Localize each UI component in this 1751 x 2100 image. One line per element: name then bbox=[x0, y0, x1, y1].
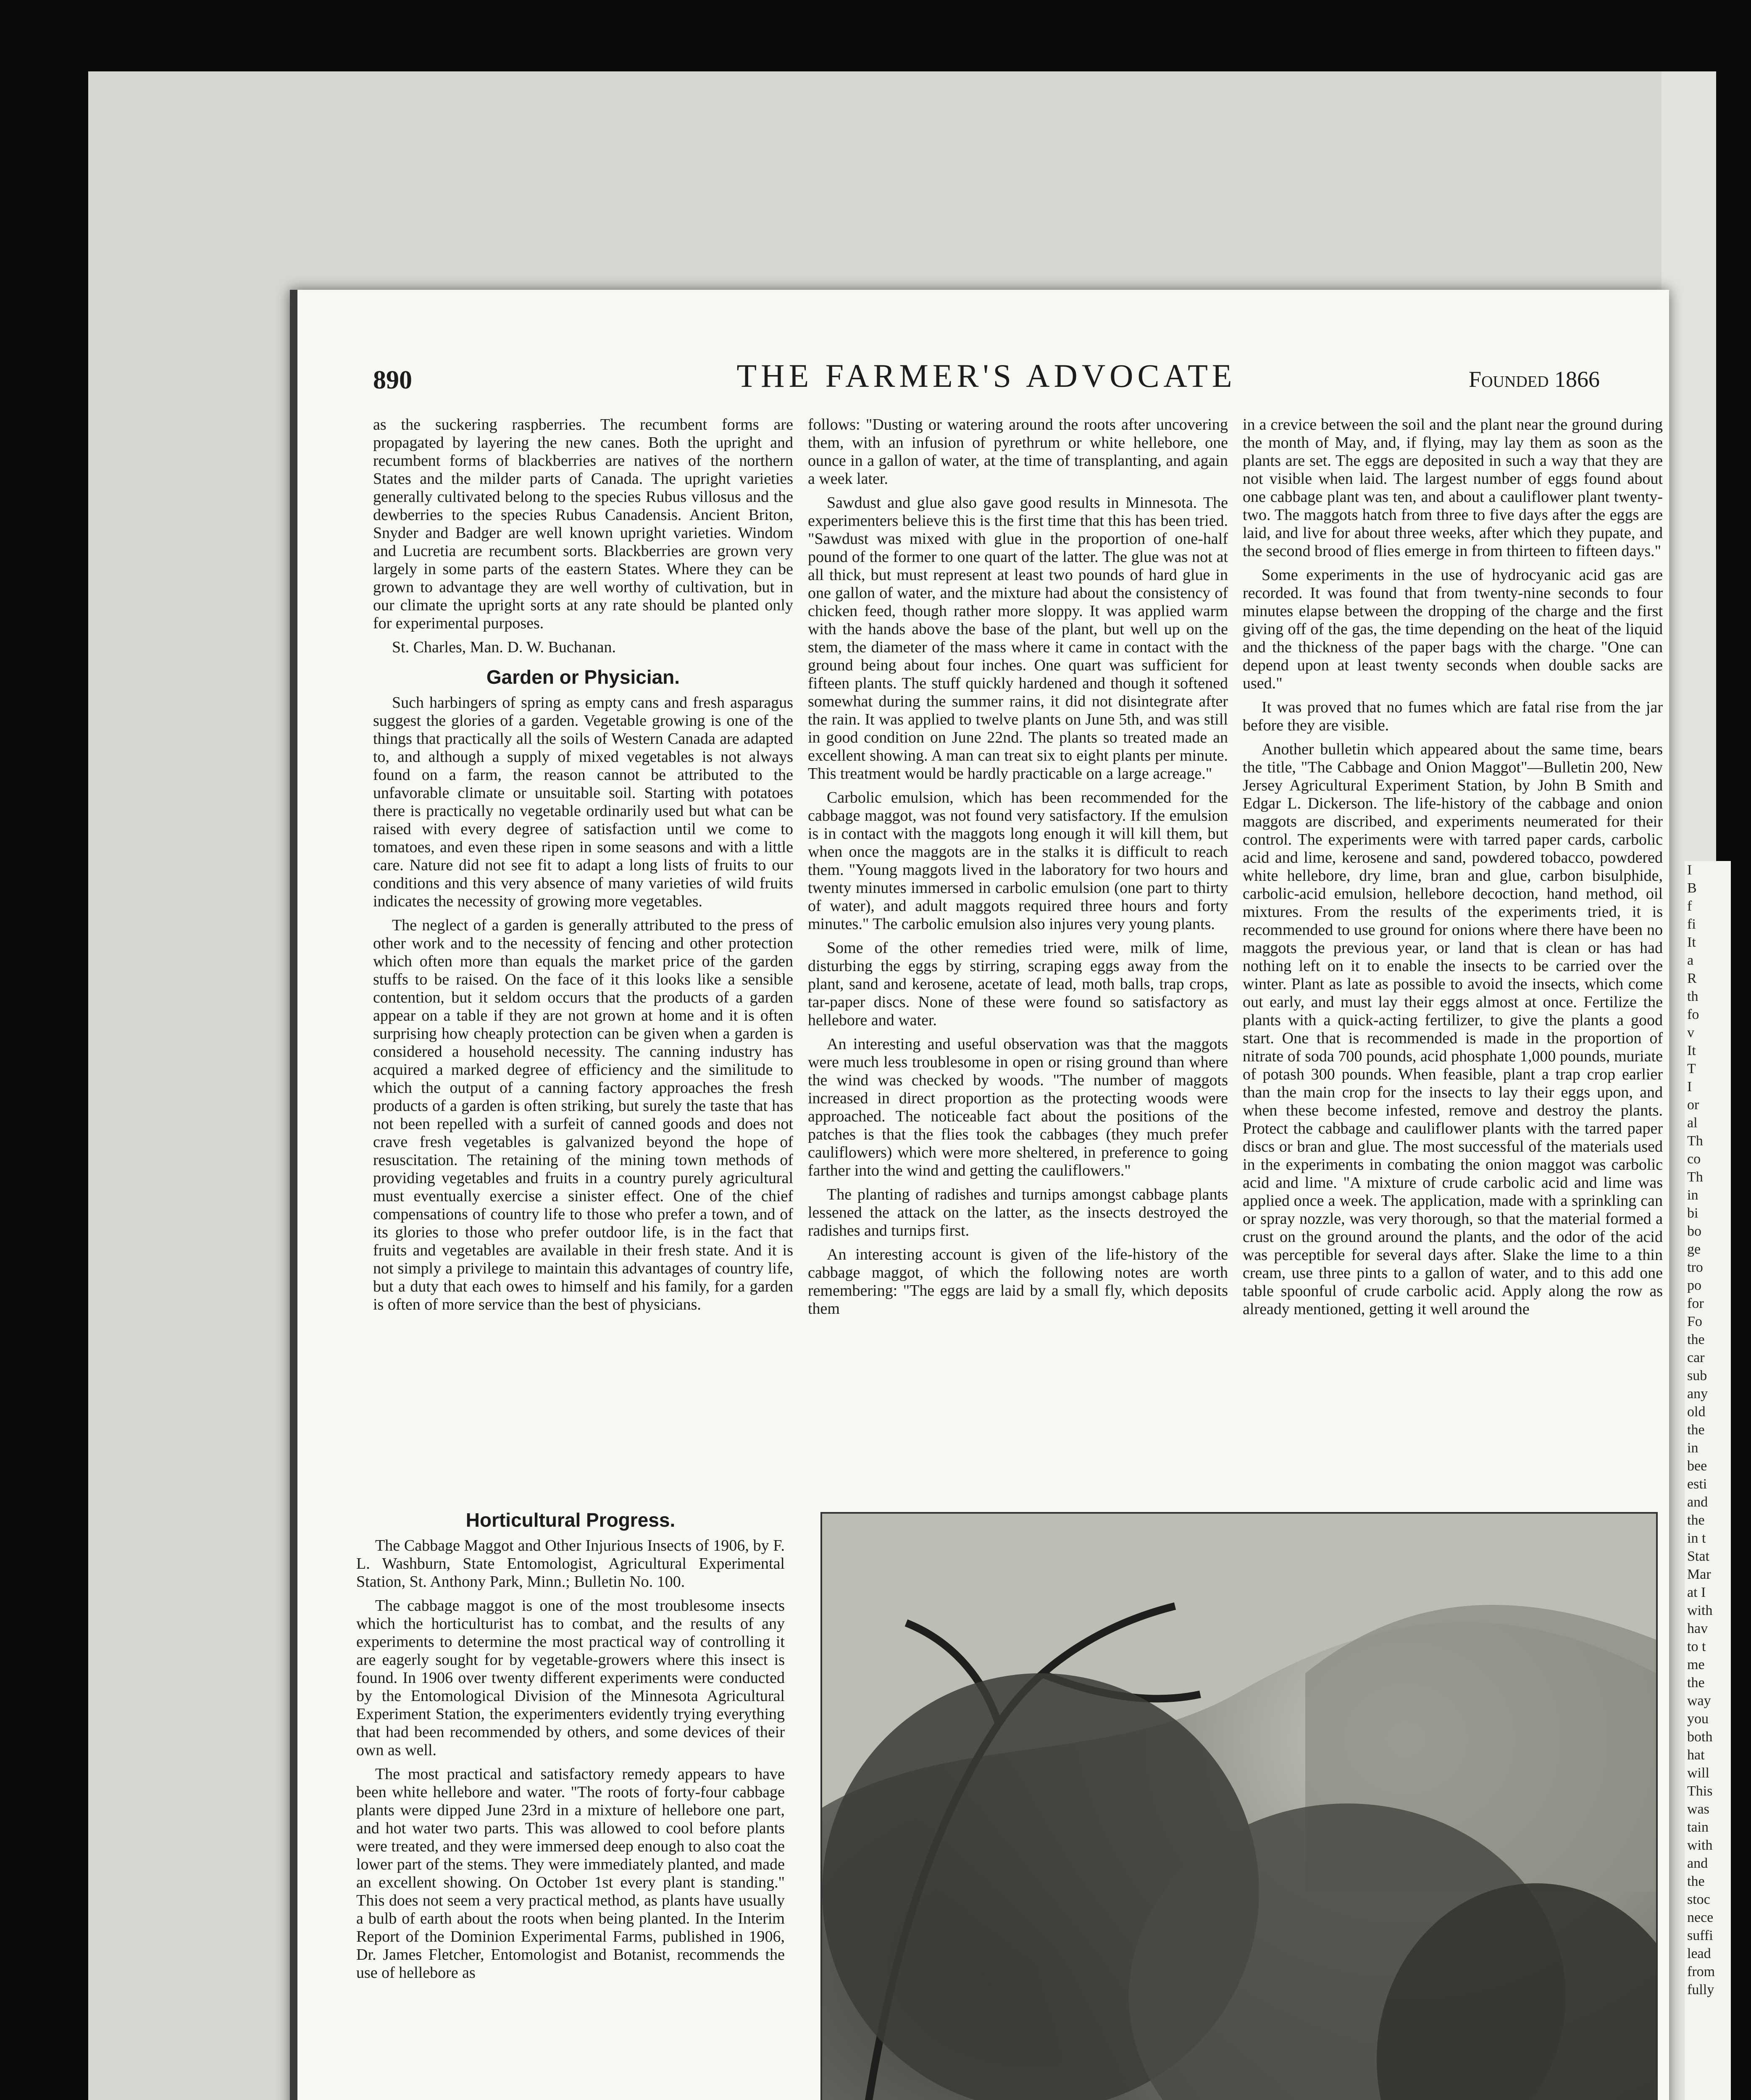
adjacent-text-fragment: stoc bbox=[1687, 1892, 1710, 1907]
adjacent-text-fragment: tain bbox=[1687, 1819, 1709, 1835]
paragraph: An interesting account is given of the life-history of the cabbage maggot, of which the following notes are worth remembering: "The eggs are laid by a small fly, which deposits them bbox=[808, 1246, 1228, 1318]
adjacent-text-fragment: f bbox=[1687, 898, 1692, 914]
adjacent-text-fragment: bi bbox=[1687, 1205, 1698, 1221]
adjacent-text-fragment: B bbox=[1687, 880, 1697, 896]
adjacent-text-fragment: and bbox=[1687, 1494, 1708, 1510]
column-horticultural-progress bbox=[356, 1499, 785, 2100]
adjacent-text-fragment: at I bbox=[1687, 1585, 1706, 1600]
adjacent-text-fragment: any bbox=[1687, 1386, 1708, 1402]
column-2 bbox=[808, 416, 1228, 1495]
adjacent-text-fragment: I bbox=[1687, 862, 1692, 878]
adjacent-text-fragment: you bbox=[1687, 1711, 1709, 1727]
adjacent-text-fragment: ge bbox=[1687, 1242, 1701, 1257]
bulletin-citation: The Cabbage Maggot and Other Injurious Insects of 1906, by F. L. Washburn, State Entomologist, Agricultural Experimental Station, St. Anthony Park, Minn.; Bulletin No. 100. bbox=[356, 1537, 785, 1591]
adjacent-text-fragment: to t bbox=[1687, 1639, 1706, 1654]
adjacent-text-fragment: way bbox=[1687, 1693, 1711, 1709]
adjacent-text-fragment: al bbox=[1687, 1115, 1698, 1131]
adjacent-text-fragment: Mar bbox=[1687, 1567, 1711, 1582]
paragraph: An interesting and useful observation was that the maggots were much less troublesome in open or rising ground than where the wind was checked by woods. "The number of maggots increased in direct proportion as the protecting woods were approached. The noticeable fact about the positions of the patches is that the flies took the cabbages (they much prefer cauliflowers) which were more sheltered, in preference to going farther into the wind and getting the cauliflowers." bbox=[808, 1035, 1228, 1179]
adjacent-text-fragment: Stat bbox=[1687, 1549, 1709, 1564]
page-header bbox=[373, 357, 1600, 407]
adjacent-text-fragment: for bbox=[1687, 1296, 1704, 1311]
adjacent-text-fragment: in bbox=[1687, 1187, 1698, 1203]
paragraph: Sawdust and glue also gave good results in Minnesota. The experimenters believe this is the first time that this has been tried. "Sawdust was mixed with glue in the proportion of one-half pound of the former to one quart of the latter. The glue was not at all thick, but must represent at least two pounds of hard glue in one gallon of water, and the mixture had about the consistency of chicken feed, though rather more sloppy. It was applied warm with the hands above the base of the plant, but well up on the stem, the diameter of the mass where it came in contact with the ground being about four inches. One quart was sufficient for fifteen plants. The stuff quickly hardened and though it softened somewhat during the summer rains, it did not disintegrate after the rain. It was applied to twelve plants on June 5th, and was still in good condition on June 22nd. The plants so treated made an excellent showing. A man can treat six to eight plants per minute. This treatment would be hardly practicable on a large acreage." bbox=[808, 494, 1228, 782]
adjacent-text-fragment: Th bbox=[1687, 1169, 1703, 1185]
paragraph: Carbolic emulsion, which has been recommended for the cabbage maggot, was not found very satisfactory. If the emulsion is in contact with the maggots long enough it will kill them, but when once the maggots are in the stalks it is difficult to reach them. "Young maggots lived in the laboratory for two hours and twenty minutes immersed in carbolic emulsion (one part to thirty of water), and adult maggots required three hours and forty minutes." The carbolic emulsion also injures very young plants. bbox=[808, 789, 1228, 933]
adjacent-text-fragment: It bbox=[1687, 934, 1696, 950]
adjacent-text-fragment: lead bbox=[1687, 1946, 1711, 1961]
adjacent-text-fragment: po bbox=[1687, 1278, 1701, 1293]
adjacent-text-fragment: th bbox=[1687, 989, 1698, 1004]
adjacent-text-fragment: fo bbox=[1687, 1007, 1699, 1022]
adjacent-text-fragment: or bbox=[1687, 1097, 1699, 1113]
adjacent-text-fragment: T bbox=[1687, 1061, 1696, 1076]
column-1 bbox=[373, 416, 793, 1495]
newspaper-page bbox=[290, 290, 1669, 2100]
journal-title: THE FARMER'S ADVOCATE bbox=[736, 357, 1236, 394]
paragraph: as the suckering raspberries. The recumbent forms are propagated by layering the new canes. Both the upright and recumbent forms of blackberries are natives of the northern States and the milder parts of Canada. The upright varieties generally cultivated belong to the species Rubus villosus and the dewberries to the species Rubus Canadensis. Ancient Briton, Snyder and Badger are well known upright varieties. Windom and Lucretia are recumbent sorts. Blackberries are grown very largely in some parts of the eastern States. Where they can be grown to advantage they are well worthy of cultivation, but in our climate the upright sorts at any rate should be planted only for experimental purposes. bbox=[373, 416, 793, 632]
adjacent-text-fragment: with bbox=[1687, 1603, 1713, 1618]
adjacent-text-fragment: the bbox=[1687, 1512, 1705, 1528]
photo-scene bbox=[822, 1514, 1656, 2100]
signature-line: St. Charles, Man. D. W. Buchanan. bbox=[392, 638, 616, 656]
paragraph: The neglect of a garden is generally attributed to the press of other work and to the necessity of fencing and other protection which often more than equals the market price of the garden stuffs to be raised. On the face of it this looks like a sensible contention, but it seldom occurs that the products of a garden appear on a table if they are not grown at home and it is often surprising how cheaply protection can be given when a garden is considered a household necessity. The canning industry has acquired a marked degree of efficiency and the similitude to which the output of a canning factory approaches the fresh products of a garden is often striking, but surely the taste that has not been repelled with a surfeit of canned goods and does not crave fresh vegetables is galvanized beyond the hope of resuscitation. The retaining of the mining town methods of providing vegetables and fruits in a country purely agricultural must eventually exercise a sinister effect. One of the chief compensations of country life to those who prefer a town, and of its glories to those who prefer outdoor life, is in the fact that fruits and vegetables are available in their fresh state. And it is not simply a privilege to maintain this advantages of country life, but a duty that each owes to himself and his family, for a garden is often of more service than the best of physicians. bbox=[373, 916, 793, 1313]
adjacent-text-fragment: the bbox=[1687, 1422, 1705, 1438]
adjacent-text-fragment: in t bbox=[1687, 1530, 1706, 1546]
adjacent-text-fragment: the bbox=[1687, 1332, 1705, 1347]
adjacent-text-fragment: esti bbox=[1687, 1476, 1707, 1492]
adjacent-page-fragment bbox=[1685, 861, 1731, 2100]
adjacent-text-fragment: car bbox=[1687, 1350, 1705, 1365]
paragraph: The cabbage maggot is one of the most troublesome insects which the horticulturist has to combat, and the results of any experiments to determine the most practical way of controlling it are eagerly sought for by vegetable-growers where this insect is found. In 1906 over twenty different experiments were conducted by the Entomological Division of the Minnesota Agricultural Experiment Station, the experimenters evidently trying everything that had been recommended by others, and some devices of their own as well. bbox=[356, 1597, 785, 1759]
adjacent-text-fragment: nece bbox=[1687, 1910, 1714, 1925]
paragraph: in a crevice between the soil and the plant near the ground during the month of May, and, if flying, may lay them as soon as the plants are set. The eggs are deposited in such a way that they are not visible when laid. The largest number of eggs found about one cabbage plant was ten, and about a cauliflower plant twenty-two. The maggots hatch from three to five days after the eggs are laid, and live for about three weeks, after which they pupate, and the second brood of flies emerge in from thirteen to fifteen days." bbox=[1243, 416, 1663, 560]
adjacent-text-fragment: hav bbox=[1687, 1621, 1708, 1636]
adjacent-text-fragment: the bbox=[1687, 1874, 1705, 1889]
adjacent-text-fragment: Fo bbox=[1687, 1314, 1702, 1329]
adjacent-text-fragment: fully bbox=[1687, 1982, 1714, 1998]
adjacent-text-fragment: both bbox=[1687, 1729, 1713, 1745]
paragraph: Some of the other remedies tried were, milk of lime, disturbing the eggs by stirring, scraping eggs away from the plant, sand and kerosene, acetate of lead, moth balls, trap crops, tar-paper discs. None of these were found so satisfactory as hellebore and water. bbox=[808, 939, 1228, 1029]
adjacent-text-fragment: co bbox=[1687, 1151, 1701, 1167]
paragraph: follows: "Dusting or watering around the roots after uncovering them, with an infusion of pyrethrum or white hellebore, one ounce in a gallon of water, at the time of transplanting, and again a week later. bbox=[808, 416, 1228, 488]
adjacent-text-fragment: old bbox=[1687, 1404, 1706, 1420]
paragraph: Such harbingers of spring as empty cans and fresh asparagus suggest the glories of a garden. Vegetable growing is one of the things that practically all the soils of Western Canada are adapted to, and although a supply of mixed vegetables is not always found on a farm, the reason cannot be attributed to the unfavorable climate or unsuitable soil. Starting with potatoes there is practically no vegetable ordinarily used but what can be raised with every degree of satisfaction until we come to tomatoes, and even these ripen in some seasons and with a little care. Nature did not see fit to adapt a long lists of fruits to our conditions and this very absence of many varieties of wild fruits indicates the necessity of growing more vegetables. bbox=[373, 694, 793, 910]
adjacent-text-fragment: bee bbox=[1687, 1458, 1707, 1474]
adjacent-text-fragment: with bbox=[1687, 1838, 1713, 1853]
adjacent-text-fragment: was bbox=[1687, 1801, 1709, 1817]
paragraph: Another bulletin which appeared about the same time, bears the title, "The Cabbage and Onion Maggot"—Bulletin 200, New Jersey Agricultural Experiment Station, by John B Smith and Edgar L. Dickerson. The life-history of the cabbage and onion maggots are discribed, and experiments neumerated for their control. The experiments were with tarred paper cards, carbolic acid and lime, kerosene and sand, powdered tobacco, powdered white hellebore, dry lime, bran and glue, carbon bisulphide, carbolic-acid emulsion, hellebore decoction, hand method, oil mixtures. From the results of the experiments tried, it is recommended to use ground for onions where there have been no maggots the previous year, or land that is clean or has had nothing left on it to enable the insects to be carried over the winter. Plant as late as possible to avoid the insects, which come out early, and must lay their eggs almost at once. Fertilize the plants with a quick-acting fertilizer, to give the plants a good start. One that is recommended is made in the proportion of nitrate of soda 700 pounds, acid phosphate 1,000 pounds, muriate of potash 300 pounds. When feasible, plant a trap crop earlier than the main crop for the insects to lay their eggs upon, and when these become infested, remove and destroy the plants. Protect the cabbage and cauliflower plants with the tarred paper discs or bran and glue. The most successful of the materials used in the experiments in combating the onion maggot was carbolic acid and lime. "A mixture of crude carbolic acid and lime was applied once a week. The application, made with a sprinkling can or spray nozzle, was very thorough, so that the material formed a crust on the ground around the plants, and the odor of the acid was perceptible for several days after. Slake the lime to a thin cream, use three pints to a gallon of water, and to this add one table spoonful of crude carbolic acid. Apply along the row as already mentioned, getting it well around the bbox=[1243, 740, 1663, 1318]
paragraph: The planting of radishes and turnips amongst cabbage plants lessened the attack on the latter, as the insects destroyed the radishes and turnips first. bbox=[808, 1186, 1228, 1239]
adjacent-text-fragment: in bbox=[1687, 1440, 1698, 1456]
adjacent-text-fragment: suffi bbox=[1687, 1928, 1713, 1943]
adjacent-text-fragment: bo bbox=[1687, 1223, 1701, 1239]
column-3 bbox=[1243, 416, 1663, 1495]
adjacent-text-fragment: from bbox=[1687, 1964, 1715, 1979]
adjacent-text-fragment: Th bbox=[1687, 1133, 1703, 1149]
section-heading-horticultural-progress: Horticultural Progress. bbox=[465, 1509, 676, 1531]
adjacent-text-fragment: will bbox=[1687, 1765, 1709, 1781]
adjacent-text-fragment: hat bbox=[1687, 1747, 1705, 1763]
adjacent-text-fragment: I bbox=[1687, 1079, 1692, 1095]
adjacent-text-fragment: me bbox=[1687, 1657, 1705, 1672]
section-heading-garden-or-physician: Garden or Physician. bbox=[486, 666, 680, 688]
apple-trees-photo bbox=[820, 1512, 1658, 2100]
adjacent-text-fragment: It bbox=[1687, 1043, 1696, 1058]
page-number: 890 bbox=[373, 366, 412, 394]
adjacent-text-fragment: R bbox=[1687, 971, 1697, 986]
paragraph: The most practical and satisfactory remedy appears to have been white hellebore and water. "The roots of forty-four cabbage plants were dipped June 23rd in a mixture of hellebore one part, and hot water two parts. This was allowed to cool before plants were treated, and they were immersed deep enough to also coat the lower part of the stems. They were immediately planted, and made an excellent showing. On October 1st every plant is standing." This does not seem a very practical method, as plants have usually a bulb of earth about the roots when being planted. In the Interim Report of the Dominion Experimental Farms, published in 1906, Dr. James Fletcher, Entomologist and Botanist, recommends the use of hellebore as bbox=[356, 1765, 785, 1982]
adjacent-text-fragment: and bbox=[1687, 1856, 1708, 1871]
paragraph: It was proved that no fumes which are fatal rise from the jar before they are visible. bbox=[1243, 698, 1663, 734]
founded-line: Founded 1866 bbox=[1469, 367, 1600, 392]
adjacent-text-fragment: sub bbox=[1687, 1368, 1707, 1383]
adjacent-text-fragment: This bbox=[1687, 1783, 1713, 1799]
adjacent-text-fragment: tro bbox=[1687, 1260, 1703, 1275]
adjacent-text-fragment: a bbox=[1687, 953, 1694, 968]
adjacent-text-fragment: v bbox=[1687, 1025, 1694, 1040]
paragraph: Some experiments in the use of hydrocyanic acid gas are recorded. It was found that from twenty-nine seconds to four minutes elapse between the dropping of the charge and the first giving off of the gas, the time depending on the heat of the liquid and the thickness of the paper bags with the charge. "One can depend upon at least twenty seconds when double sacks are used." bbox=[1243, 566, 1663, 692]
adjacent-text-fragment: the bbox=[1687, 1675, 1705, 1690]
adjacent-text-fragment: fi bbox=[1687, 916, 1696, 932]
